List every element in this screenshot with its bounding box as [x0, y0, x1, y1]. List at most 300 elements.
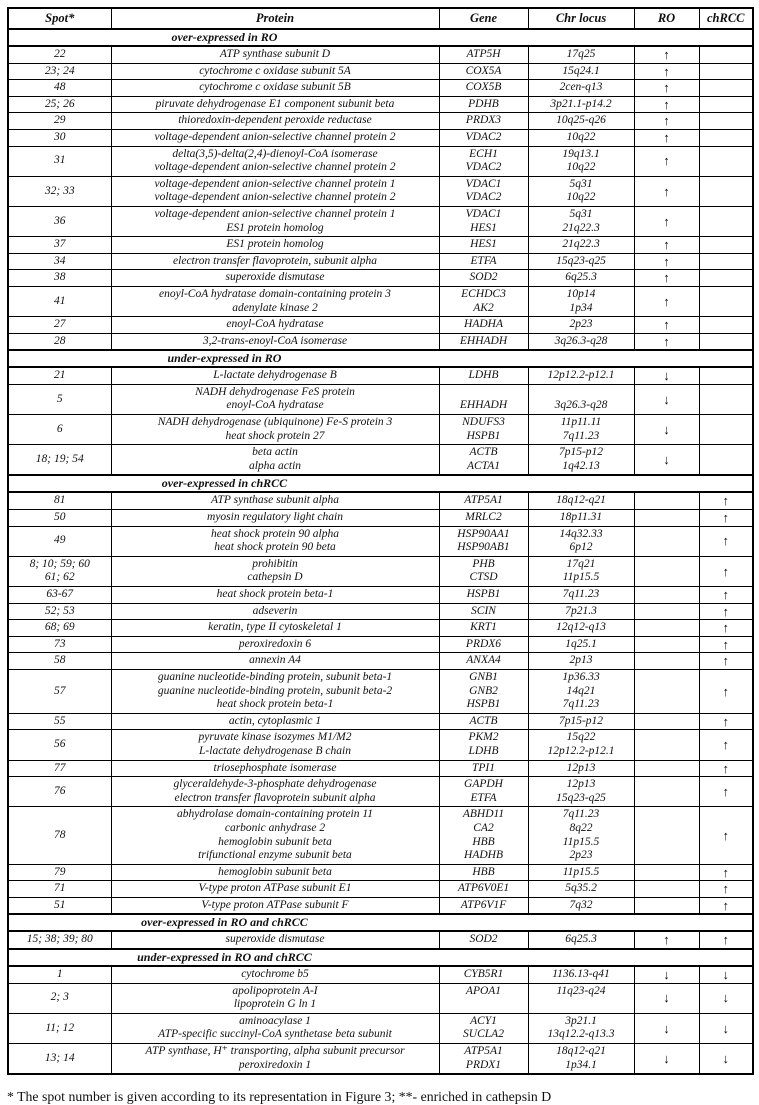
- ro-arrow-cell: ↓: [634, 1044, 699, 1075]
- gene-cell: [439, 807, 528, 864]
- spot-cell: [8, 80, 111, 97]
- gene-cell: [439, 1044, 528, 1075]
- ro-arrow-cell: [634, 620, 699, 637]
- gene-cell-line: ATP5H: [466, 48, 501, 60]
- protein-cell-line: annexin A4: [249, 654, 301, 667]
- protein-cell-line: beta actin: [252, 446, 298, 459]
- gene-cell-line: HBB: [472, 835, 495, 848]
- protein-cell: [111, 206, 439, 236]
- locus-cell-line: 12q12-q13: [556, 621, 606, 634]
- chrcc-arrow-cell: ↓: [699, 983, 753, 1013]
- table-row: [8, 966, 753, 983]
- column-header: Protein: [111, 8, 439, 29]
- chrcc-arrow-cell: ↑: [699, 492, 753, 509]
- table-row: [8, 653, 753, 670]
- gene-cell-line: ECHDC3: [461, 287, 506, 300]
- spot-cell: [8, 620, 111, 637]
- locus-cell-line: 17q21: [566, 557, 596, 570]
- ro-arrow-cell: [634, 603, 699, 620]
- chrcc-arrow-cell: ↑: [699, 713, 753, 730]
- protein-cell-line: piruvate dehydrogenase E1 component subunit beta: [155, 97, 395, 110]
- protein-cell: [111, 80, 439, 97]
- spot-cell-line: 34: [54, 254, 66, 267]
- chrcc-arrow-cell: ↑: [699, 587, 753, 604]
- spot-cell-line: 49: [54, 534, 66, 547]
- spot-cell-line: 32; 33: [44, 184, 75, 197]
- protein-cell: [111, 96, 439, 113]
- section-title: under-expressed in RO: [167, 351, 282, 366]
- column-header: Spot*: [8, 8, 111, 29]
- spot-cell-line: 2; 3: [50, 991, 69, 1004]
- protein-cell-line: heat shock protein beta-1: [216, 698, 334, 711]
- protein-cell-line: NADH dehydrogenase FeS protein: [195, 385, 355, 398]
- ro-arrow-cell: ↓: [634, 966, 699, 983]
- gene-cell: [439, 367, 528, 384]
- locus-cell-line: 6p12: [569, 541, 593, 554]
- protein-cell-line: thioredoxin-dependent peroxide reductase: [178, 114, 372, 127]
- locus-cell: [528, 80, 634, 97]
- spot-cell: [8, 636, 111, 653]
- spot-cell-line: 5: [56, 392, 63, 405]
- protein-cell-line: peroxiredoxin 1: [238, 1058, 312, 1071]
- spot-cell-line: 73: [54, 637, 66, 650]
- locus-cell: [528, 176, 634, 206]
- spot-cell: [8, 864, 111, 881]
- gene-cell-line: COX5A: [465, 64, 502, 77]
- locus-cell-line: 12p12.2-p12.1: [547, 744, 615, 757]
- chrcc-arrow-cell: ↑: [699, 556, 753, 586]
- section-title: over-expressed in RO and chRCC: [141, 915, 308, 930]
- table-row: [8, 864, 753, 881]
- gene-cell: [439, 286, 528, 316]
- locus-cell: [528, 556, 634, 586]
- protein-cell-line: alpha actin: [248, 459, 302, 472]
- spot-cell: [8, 777, 111, 807]
- locus-cell-line: 12p13: [566, 778, 596, 791]
- protein-cell: [111, 129, 439, 146]
- locus-cell-line: 11p15.5: [562, 835, 600, 848]
- spot-cell-line: 68; 69: [44, 621, 75, 634]
- gene-cell-line: GNB1: [469, 670, 498, 683]
- spot-cell: [8, 146, 111, 176]
- chrcc-arrow-cell: ↑: [699, 864, 753, 881]
- protein-table-body: [8, 29, 753, 1074]
- chrcc-arrow-cell: ↑: [699, 760, 753, 777]
- spot-cell-line: 22: [54, 48, 66, 60]
- table-row: [8, 176, 753, 206]
- gene-cell: [439, 237, 528, 254]
- table-row: [8, 129, 753, 146]
- gene-cell-line: HADHA: [464, 318, 503, 331]
- table-row: [8, 384, 753, 414]
- locus-cell-line: 3q26.3-q28: [554, 334, 608, 347]
- section-title: over-expressed in RO: [171, 30, 278, 44]
- gene-cell-line: HSPB1: [466, 588, 501, 600]
- protein-cell-line: voltage-dependent anion-selective channel protein 2: [154, 191, 396, 204]
- gene-cell: [439, 63, 528, 80]
- protein-cell: [111, 556, 439, 586]
- chrcc-arrow-cell: ↑: [699, 669, 753, 713]
- protein-cell: [111, 492, 439, 509]
- spot-cell-line: 58: [54, 654, 66, 667]
- table-row: [8, 80, 753, 97]
- table-row: [8, 113, 753, 130]
- table-row: [8, 1044, 753, 1075]
- protein-cell-line: apolipoprotein A-I: [232, 984, 318, 997]
- spot-cell-line: 13; 14: [44, 1051, 75, 1064]
- locus-cell-line: 11p11.11: [560, 416, 602, 429]
- locus-cell: [528, 777, 634, 807]
- protein-cell: [111, 384, 439, 414]
- spot-cell-line: 63-67: [46, 588, 74, 600]
- locus-cell-line: 1136.13-q41: [552, 968, 610, 981]
- gene-cell-line: PDHB: [468, 97, 499, 110]
- locus-cell: [528, 96, 634, 113]
- gene-cell-line: ACTA1: [466, 459, 500, 472]
- gene-cell: [439, 333, 528, 350]
- protein-cell-line: L-lactate dehydrogenase B chain: [199, 744, 351, 757]
- spot-cell-line: 28: [54, 334, 66, 347]
- chrcc-arrow-cell: [699, 96, 753, 113]
- protein-cell-line: hemoglobin subunit beta: [218, 835, 332, 848]
- chrcc-arrow-cell: [699, 270, 753, 287]
- spot-cell: [8, 237, 111, 254]
- spot-cell-line: 50: [54, 511, 66, 524]
- locus-cell-line: 1p34: [569, 301, 593, 314]
- spot-cell: [8, 384, 111, 414]
- table-row: [8, 983, 753, 1013]
- gene-cell-line: SCIN: [471, 604, 496, 617]
- locus-cell-line: 5q31: [569, 177, 593, 190]
- protein-cell-line: NADH dehydrogenase (ubiquinone) Fe-S protein 3: [157, 416, 393, 429]
- locus-cell-line: 8q22: [569, 821, 593, 834]
- spot-cell-line: 37: [54, 238, 66, 251]
- spot-cell: [8, 807, 111, 864]
- locus-cell-line: 17q25: [566, 48, 596, 60]
- spot-cell: [8, 587, 111, 604]
- gene-cell-line: ABHD11: [462, 808, 505, 821]
- ro-arrow-cell: [634, 556, 699, 586]
- locus-cell: [528, 983, 634, 1013]
- gene-cell: [439, 760, 528, 777]
- protein-cell: [111, 897, 439, 914]
- chrcc-arrow-cell: ↑: [699, 897, 753, 914]
- chrcc-arrow-cell: [699, 129, 753, 146]
- gene-cell: [439, 492, 528, 509]
- spot-cell-line: 61; 62: [44, 571, 75, 584]
- protein-cell: [111, 526, 439, 556]
- table-row: [8, 556, 753, 586]
- locus-cell: [528, 620, 634, 637]
- chrcc-arrow-cell: ↑: [699, 931, 753, 949]
- chrcc-arrow-cell: ↑: [699, 730, 753, 760]
- locus-cell-line: 11p15.5: [562, 571, 600, 584]
- protein-cell-line: V-type proton ATPase subunit F: [201, 898, 349, 911]
- spot-cell: [8, 367, 111, 384]
- spot-cell: [8, 556, 111, 586]
- section-title: under-expressed in RO and chRCC: [137, 950, 312, 965]
- gene-cell-line: SOD2: [469, 271, 498, 284]
- locus-cell: [528, 206, 634, 236]
- chrcc-arrow-cell: ↑: [699, 881, 753, 898]
- protein-cell: [111, 146, 439, 176]
- protein-cell-line: voltage-dependent anion-selective channel protein 2: [154, 161, 396, 174]
- spot-cell: [8, 713, 111, 730]
- ro-arrow-cell: ↓: [634, 445, 699, 476]
- protein-cell: [111, 286, 439, 316]
- ro-arrow-cell: [634, 492, 699, 509]
- protein-cell: [111, 367, 439, 384]
- spot-cell: [8, 113, 111, 130]
- protein-cell: [111, 713, 439, 730]
- spot-cell-line: 81: [54, 494, 66, 507]
- spot-cell: [8, 510, 111, 527]
- chrcc-arrow-cell: [699, 445, 753, 476]
- protein-cell-line: triosephosphate isomerase: [213, 761, 337, 774]
- locus-cell-line: 10q22: [566, 191, 596, 204]
- protein-cell-line: lipoprotein G ln 1: [233, 998, 317, 1011]
- protein-cell-line: ATP synthase subunit alpha: [210, 494, 340, 507]
- gene-cell: [439, 897, 528, 914]
- protein-cell-line: guanine nucleotide-binding protein, subunit beta-2: [157, 684, 393, 697]
- spot-cell: [8, 333, 111, 350]
- locus-cell: [528, 881, 634, 898]
- gene-cell: [439, 1013, 528, 1043]
- locus-cell: [528, 63, 634, 80]
- protein-cell: [111, 333, 439, 350]
- protein-cell-line: superoxide dismutase: [225, 933, 325, 946]
- ro-arrow-cell: ↑: [634, 63, 699, 80]
- locus-cell-line: 10q22: [566, 161, 596, 174]
- locus-cell: [528, 636, 634, 653]
- gene-cell-line: CA2: [473, 821, 494, 834]
- locus-cell: [528, 146, 634, 176]
- protein-cell: [111, 966, 439, 983]
- table-row: [8, 237, 753, 254]
- locus-cell-line: [531, 998, 632, 1012]
- ro-arrow-cell: ↑: [634, 333, 699, 350]
- protein-cell: [111, 1013, 439, 1043]
- gene-cell-line: ETFA: [470, 791, 497, 804]
- locus-cell: [528, 730, 634, 760]
- chrcc-arrow-cell: [699, 237, 753, 254]
- locus-cell: [528, 760, 634, 777]
- locus-cell: [528, 415, 634, 445]
- locus-cell-line: 5q35.2: [565, 882, 597, 895]
- protein-cell-line: carbonic anhydrase 2: [224, 821, 326, 834]
- table-row: [8, 807, 753, 864]
- ro-arrow-cell: ↓: [634, 415, 699, 445]
- protein-cell-line: guanine nucleotide-binding protein, subunit beta-1: [157, 670, 393, 683]
- ro-arrow-cell: ↑: [634, 317, 699, 334]
- protein-cell: [111, 445, 439, 476]
- gene-cell: [439, 510, 528, 527]
- gene-cell: [439, 113, 528, 130]
- gene-cell-line: SOD2: [469, 933, 498, 946]
- chrcc-arrow-cell: ↑: [699, 653, 753, 670]
- protein-cell: [111, 237, 439, 254]
- gene-cell-line: ETFA: [470, 254, 497, 267]
- gene-cell-line: GAPDH: [464, 778, 503, 791]
- gene-cell-line: ATP6V1F: [460, 898, 507, 911]
- ro-arrow-cell: [634, 526, 699, 556]
- chrcc-arrow-cell: [699, 146, 753, 176]
- gene-cell-line: PHB: [472, 557, 495, 570]
- gene-cell-line: EHHADH: [459, 334, 508, 347]
- gene-cell: [439, 80, 528, 97]
- table-row: [8, 270, 753, 287]
- locus-cell-line: 15q23-q25: [556, 791, 606, 804]
- gene-cell-line: PKM2: [468, 731, 499, 744]
- locus-cell-line: 1p34.1: [565, 1058, 597, 1071]
- protein-cell: [111, 864, 439, 881]
- protein-cell-line: myosin regulatory light chain: [207, 511, 343, 524]
- chrcc-arrow-cell: [699, 367, 753, 384]
- spot-cell-line: 79: [54, 865, 66, 878]
- protein-cell-line: electron transfer flavoprotein, subunit alpha: [173, 254, 377, 267]
- table-row: [8, 897, 753, 914]
- gene-cell-line: HES1: [470, 238, 497, 251]
- locus-cell-line: 10q25-q26: [556, 114, 606, 127]
- ro-arrow-cell: ↑: [634, 176, 699, 206]
- protein-cell: [111, 176, 439, 206]
- gene-cell-line: ACTB: [469, 714, 498, 727]
- gene-cell: [439, 445, 528, 476]
- locus-cell-line: 15q22: [566, 731, 596, 744]
- gene-cell-line: GNB2: [469, 684, 498, 697]
- locus-cell-line: 6q25.3: [565, 271, 597, 284]
- chrcc-arrow-cell: [699, 113, 753, 130]
- locus-cell-line: 21q22.3: [562, 221, 600, 234]
- locus-cell: [528, 510, 634, 527]
- protein-cell: [111, 881, 439, 898]
- table-row: [8, 415, 753, 445]
- protein-cell: [111, 1044, 439, 1075]
- locus-cell: [528, 367, 634, 384]
- gene-cell: [439, 669, 528, 713]
- table-row: [8, 367, 753, 384]
- ro-arrow-cell: ↑: [634, 96, 699, 113]
- column-header: RO: [634, 8, 699, 29]
- gene-cell-line: TPI1: [472, 761, 495, 774]
- section-header-cell: [8, 949, 753, 966]
- locus-cell-line: 7p21.3: [565, 604, 597, 617]
- chrcc-arrow-cell: ↑: [699, 636, 753, 653]
- ro-arrow-cell: ↓: [634, 1013, 699, 1043]
- gene-cell-line: APOA1: [465, 984, 502, 997]
- gene-cell-line: VDAC2: [465, 191, 502, 204]
- locus-cell: [528, 603, 634, 620]
- locus-cell-line: 12p13: [566, 761, 596, 774]
- spot-cell: [8, 526, 111, 556]
- locus-cell-line: 2cen-q13: [559, 81, 603, 94]
- spot-cell-line: 78: [54, 828, 66, 841]
- locus-cell-line: 1q25.1: [565, 637, 597, 650]
- gene-cell-line: HSP90AB1: [457, 541, 510, 554]
- ro-arrow-cell: ↑: [634, 286, 699, 316]
- protein-cell: [111, 603, 439, 620]
- locus-cell-line: 19q13.1: [562, 147, 600, 160]
- gene-cell: [439, 620, 528, 637]
- protein-cell-line: pyruvate kinase isozymes M1/M2: [198, 731, 352, 744]
- locus-cell-line: 15q24.1: [562, 64, 600, 77]
- chrcc-arrow-cell: [699, 415, 753, 445]
- table-row: [8, 713, 753, 730]
- gene-cell: [439, 206, 528, 236]
- spot-cell: [8, 653, 111, 670]
- protein-cell-line: voltage-dependent anion-selective channel protein 1: [154, 177, 396, 190]
- protein-cell-line: L-lactate dehydrogenase B: [213, 369, 337, 382]
- gene-cell: [439, 653, 528, 670]
- locus-cell-line: 3q26.3-q28: [554, 399, 608, 412]
- chrcc-arrow-cell: ↓: [699, 1013, 753, 1043]
- section-title: over-expressed in chRCC: [161, 476, 288, 491]
- table-row: [8, 526, 753, 556]
- chrcc-arrow-cell: [699, 46, 753, 63]
- spot-cell-line: 31: [54, 154, 66, 167]
- protein-cell: [111, 983, 439, 1013]
- spot-cell-line: 23; 24: [44, 64, 75, 77]
- protein-cell-line: cathepsin D: [247, 571, 303, 584]
- protein-cell-line: trifunctional enzyme subunit beta: [198, 849, 352, 862]
- gene-cell: [439, 864, 528, 881]
- chrcc-arrow-cell: [699, 333, 753, 350]
- protein-cell-line: hemoglobin subunit beta: [218, 865, 332, 878]
- protein-cell: [111, 510, 439, 527]
- section-header-cell: [8, 475, 753, 492]
- protein-cell-line: cytochrome c oxidase subunit 5A: [199, 64, 351, 77]
- protein-cell-line: abhydrolase domain-containing protein 11: [176, 808, 373, 821]
- ro-arrow-cell: [634, 864, 699, 881]
- chrcc-arrow-cell: [699, 80, 753, 97]
- table-row: [8, 333, 753, 350]
- locus-cell-line: 11p15.5: [562, 865, 600, 878]
- gene-cell: [439, 96, 528, 113]
- spot-cell: [8, 46, 111, 63]
- ro-arrow-cell: [634, 653, 699, 670]
- locus-cell-line: 14q32.33: [559, 527, 603, 540]
- locus-cell-line: 18p11.31: [559, 511, 603, 524]
- table-row: [8, 1013, 753, 1043]
- spot-cell-line: 51: [54, 898, 66, 911]
- protein-cell-line: cytochrome b5: [241, 968, 309, 981]
- locus-cell-line: 18q12-q21: [556, 1045, 606, 1058]
- spot-cell: [8, 286, 111, 316]
- locus-cell-line: 5q31: [569, 207, 593, 220]
- locus-cell-line: 7p15-p12: [558, 714, 604, 727]
- spot-cell: [8, 415, 111, 445]
- spot-cell: [8, 669, 111, 713]
- protein-cell: [111, 317, 439, 334]
- gene-cell-line: HADHB: [464, 849, 503, 862]
- chrcc-arrow-cell: ↑: [699, 807, 753, 864]
- locus-cell-line: 7q11.23: [562, 588, 600, 600]
- protein-cell: [111, 587, 439, 604]
- chrcc-arrow-cell: ↑: [699, 620, 753, 637]
- ro-arrow-cell: ↑: [634, 206, 699, 236]
- gene-cell-line: HSP90AA1: [457, 527, 510, 540]
- gene-cell-line: [442, 386, 526, 400]
- locus-cell: [528, 966, 634, 983]
- spot-cell-line: 76: [54, 784, 66, 797]
- table-row: [8, 603, 753, 620]
- protein-cell: [111, 63, 439, 80]
- protein-cell-line: adenylate kinase 2: [232, 301, 318, 314]
- locus-cell: [528, 492, 634, 509]
- gene-cell-line: VDAC1: [465, 177, 502, 190]
- spot-cell-line: 48: [54, 81, 66, 94]
- ro-arrow-cell: ↑: [634, 80, 699, 97]
